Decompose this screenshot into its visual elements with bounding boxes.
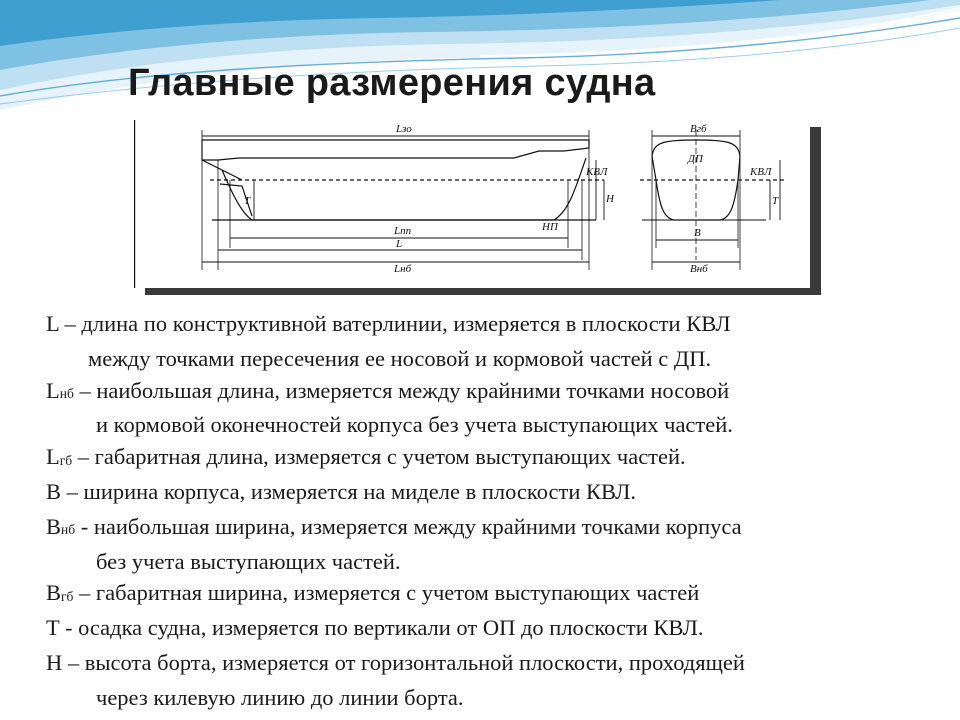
term: $L_{нб}$ [46, 377, 74, 403]
stern-line [202, 160, 242, 180]
label-t-section: T [772, 195, 779, 207]
label-np: НП [542, 221, 558, 233]
term: B [46, 478, 62, 504]
label-bnb: Bнб [690, 263, 708, 275]
definition-l: L – длина по конструктивной ватерлинии, измеряется в плоскости КВЛ между точками пересечения ее носовой и кормовой частей с ДП. [46, 311, 731, 371]
term: $L_{гб}$ [46, 444, 73, 470]
label-kvl-side: КВЛ [586, 166, 608, 178]
label-bgb: Bгб [690, 123, 707, 135]
term: T [46, 615, 60, 641]
term: L [46, 311, 59, 336]
ship-drawing [134, 120, 810, 288]
definition-t: T - осадка судна, измеряется по вертикали от ОП до плоскости КВЛ. [46, 615, 704, 641]
label-t: T [244, 195, 251, 207]
label-b: B [694, 227, 701, 239]
label-lnb: Lнб [394, 263, 412, 275]
definition-bnb: $B_{нб}$ - наибольшая ширина, измеряется между крайними точками корпуса без учета выступающих частей. [46, 513, 742, 574]
definition-h: H – высота борта, измеряется от горизонтальной плоскости, проходящей через килевую линию до линии борта. [46, 649, 745, 710]
side-view [202, 123, 615, 275]
definition-lgb: $L_{гб}$ – габаритная длина, измеряется с учетом выступающих частей. [46, 444, 686, 470]
term: $B_{нб}$ [46, 513, 76, 539]
term: H [46, 649, 63, 675]
page-title: Главные размерения судна [128, 62, 656, 104]
section-view [640, 123, 784, 275]
definition-bgb: $B_{гб}$ – габаритная ширина, измеряется с учетом выступающих частей [46, 580, 700, 606]
label-kvl-section: КВЛ [750, 166, 772, 178]
label-dp: ДП [688, 153, 703, 165]
definitions-list [46, 308, 946, 714]
label-l: L [396, 238, 403, 250]
term: $B_{гб}$ [46, 580, 74, 606]
definition-b: B – ширина корпуса, измеряется на миделе в плоскости КВЛ. [46, 478, 637, 504]
ship-dimensions-figure [134, 120, 810, 288]
hull-bottom [222, 158, 586, 220]
hull-profile [202, 140, 589, 160]
definition-lnb: $L_{нб}$ – наибольшая длина, измеряется между крайними точками носовой и кормовой оконечностей корпуса без учета выступающих частей. [46, 377, 733, 438]
label-lzo: Lзо [396, 123, 412, 135]
label-lpp: Lпп [394, 225, 412, 237]
label-h: H [606, 193, 614, 205]
